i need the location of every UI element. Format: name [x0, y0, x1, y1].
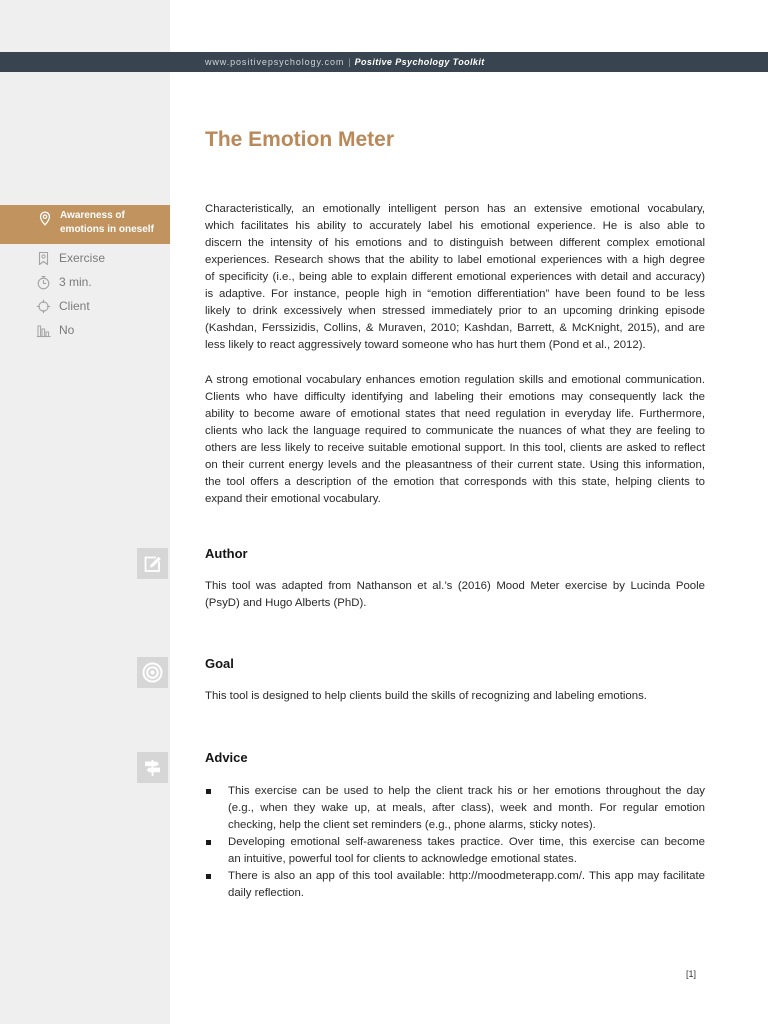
edit-icon: [137, 548, 168, 579]
paragraph-line: is adaptive. For instance, people high in “emotion differentiation” have been found to be less: [205, 288, 705, 300]
site-url: www.positivepsychology.com: [205, 57, 345, 67]
header-separator: |: [348, 57, 351, 67]
header-bar: [0, 52, 768, 72]
meta-label-audience: Client: [59, 299, 90, 313]
list-item-line: There is also an app of this tool available: http://moodmeterapp.com/. This app may facilitate: [228, 870, 705, 882]
paragraph-line: Characteristically, an emotionally intelligent person has an extensive emotional vocabulary,: [205, 203, 705, 215]
paragraph-line: This tool was adapted from Nathanson et al.’s (2016) Mood Meter exercise by Lucinda Poole: [205, 580, 705, 592]
paragraph-line: the tool offers a description of the emotion that corresponds with this state, helping clients to: [205, 476, 705, 488]
paragraph-line: of specificity (i.e., being able to explain different emotional experiences with detail and accuracy): [205, 271, 705, 283]
meta-item-scale: [0, 318, 170, 342]
paragraph-line: likely to drink excessively when stressed immediately prior to an upcoming drinking episode: [205, 305, 705, 317]
meta-item-duration: [0, 270, 170, 294]
list-item: [205, 868, 705, 902]
signpost-icon: [137, 752, 168, 783]
toolkit-name: Positive Psychology Toolkit: [354, 57, 485, 67]
bullet-square-icon: [206, 874, 211, 879]
sidebar: [0, 0, 170, 1024]
paragraph-line: ability to become aware of emotional states that need regulation in everyday life. Furthermore,: [205, 408, 705, 420]
category-badge: [0, 205, 170, 244]
intro-paragraph: [205, 372, 705, 508]
list-item-line: Developing emotional self-awareness takes practice. Over time, this exercise can become: [228, 836, 705, 848]
location-pin-icon: [39, 211, 51, 226]
list-item: [205, 834, 705, 868]
paragraph-line: (PsyD) and Hugo Alberts (PhD).: [205, 597, 367, 609]
paragraph-line: A strong emotional vocabulary enhances emotion regulation skills and emotional communication.: [205, 374, 705, 386]
advice-list: [205, 783, 705, 902]
meta-label-scale: No: [59, 323, 75, 337]
meta-label-duration: 3 min.: [59, 275, 92, 289]
author-icon-box: [137, 548, 168, 579]
list-item-line: daily reflection.: [228, 887, 304, 899]
bullet-square-icon: [206, 789, 211, 794]
bookmark-icon: [36, 251, 51, 266]
paragraph-line: which facilitates his ability to accurately label his emotional experience. He is also able to: [205, 220, 705, 232]
section-heading-author: Author: [205, 546, 248, 561]
paragraph-line: on their current energy levels and the pleasantness of their current state. Using this information,: [205, 459, 705, 471]
section-heading-advice: Advice: [205, 750, 248, 765]
advice-icon-box: [137, 752, 168, 783]
list-item-line: (e.g., when they wake up, at meals, after class), week and month. For regular emotion: [228, 802, 705, 814]
author-paragraph: [205, 578, 705, 612]
target-icon: [137, 657, 168, 688]
meta-item-type: [0, 246, 170, 270]
category-label-line: emotions in oneself: [60, 224, 154, 235]
bar-chart-icon: [36, 323, 51, 338]
page-title: The Emotion Meter: [205, 128, 395, 151]
stopwatch-icon: [36, 275, 51, 290]
list-item-line: This exercise can be used to help the client track his or her emotions throughout the day: [228, 785, 705, 797]
meta-label-type: Exercise: [59, 251, 106, 265]
category-label-line: Awareness of: [60, 210, 125, 221]
list-item: [205, 783, 705, 834]
goal-icon-box: [137, 657, 168, 688]
page-number: [1]: [686, 969, 697, 979]
paragraph-line: expand their emotional vocabulary.: [205, 493, 381, 505]
bullet-square-icon: [206, 840, 211, 845]
paragraph-line: experiences. Research shows that the ability to label emotional experiences with a high degree: [205, 254, 705, 266]
intro-paragraph: [205, 201, 705, 354]
paragraph-line: others are less likely to receive suitable emotional support. In this tool, clients are asked to reflect: [205, 442, 705, 454]
paragraph-line: This tool is designed to help clients build the skills of recognizing and labeling emotions.: [205, 690, 647, 702]
crosshair-icon: [36, 299, 51, 314]
paragraph-line: less likely to react aggressively toward someone who has hurt them (Pond et al., 2012).: [205, 339, 646, 351]
meta-list: [0, 246, 170, 342]
list-item-line: an intuitive, powerful tool for clients to acknowledge emotional states.: [228, 853, 577, 865]
list-item-line: checking, help the client set reminders (e.g., phone alarms, sticky notes).: [228, 819, 596, 831]
paragraph-line: discern the intensity of his emotions and to distinguish between different complex emotional: [205, 237, 705, 249]
paragraph-line: Clients who have difficulty identifying and labeling their emotions may consequently lack the: [205, 391, 705, 403]
meta-item-audience: [0, 294, 170, 318]
goal-paragraph: [205, 688, 705, 705]
paragraph-line: clients who lack the language required to communicate the nuances of what they are feeling to: [205, 425, 705, 437]
section-heading-goal: Goal: [205, 656, 234, 671]
paragraph-line: (Kashdan, Ferssizidis, Collins, & Muraven, 2010; Kashdan, Barrett, & McKnight, 2015), and are: [205, 322, 705, 334]
category-label: [60, 209, 154, 237]
